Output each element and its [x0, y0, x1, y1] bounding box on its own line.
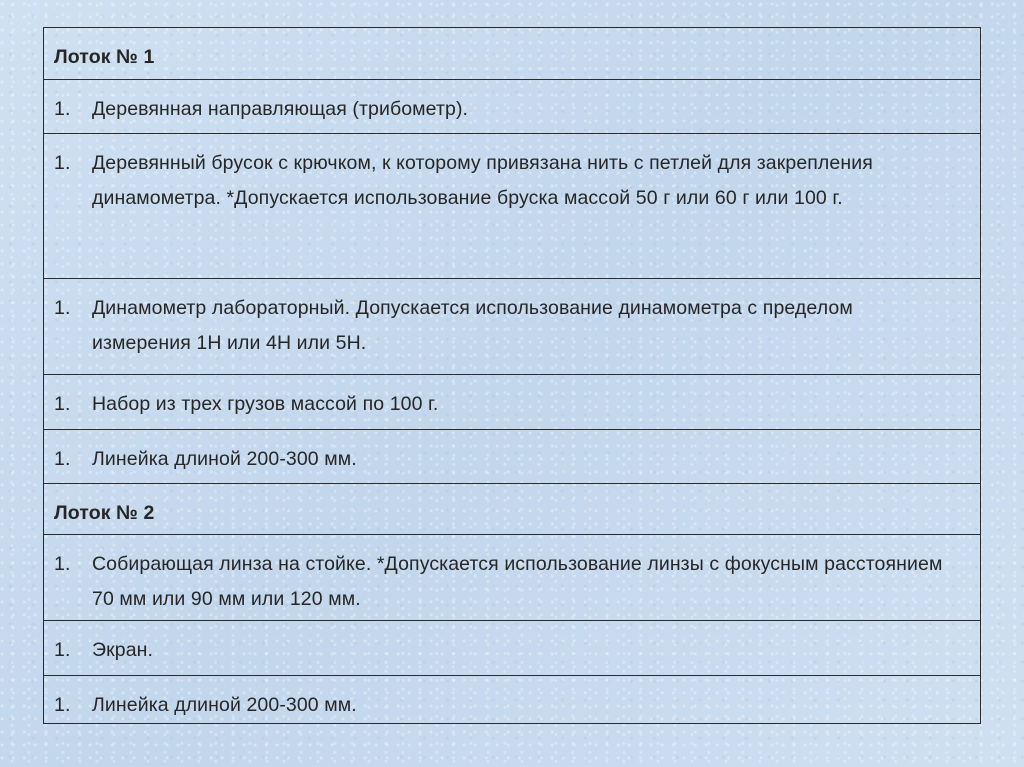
table-row [44, 79, 980, 133]
item-number: 1. [54, 694, 71, 716]
item-text: Набор из трех грузов массой по 100 г. [92, 393, 439, 415]
table-row [44, 374, 980, 429]
item-text: Собирающая линза на стойке. *Допускается использование линзы с фокусным расстоянием 70 мм или 90 мм или 120 мм. [92, 553, 943, 610]
item-text: Линейка длиной 200-300 мм. [92, 448, 357, 470]
item-number: 1. [54, 98, 71, 120]
table-row [44, 534, 980, 620]
equipment-table [43, 27, 981, 724]
item-number: 1. [54, 639, 71, 661]
tray-1-heading: Лоток № 1 [54, 46, 155, 68]
tray-1-heading-row [44, 28, 980, 79]
table-row [44, 133, 980, 278]
item-number: 1. [54, 297, 71, 319]
item-text: Экран. [92, 639, 154, 661]
tray-2-heading: Лоток № 2 [54, 502, 155, 524]
table-row [44, 620, 980, 675]
table-row [44, 278, 980, 374]
item-text: Деревянная направляющая (трибометр). [92, 98, 469, 120]
item-number: 1. [54, 448, 71, 470]
tray-2-heading-row [44, 483, 980, 534]
table-row [44, 675, 980, 723]
table-row [44, 429, 980, 483]
item-text: Деревянный брусок с крючком, к которому привязана нить с петлей для закрепления динамометра. *Допускается использование бруска массой 50 г или 60 г или 100 г. [92, 152, 873, 209]
item-number: 1. [54, 553, 71, 575]
item-number: 1. [54, 152, 71, 174]
item-text: Линейка длиной 200-300 мм. [92, 694, 357, 716]
item-text: Динамометр лабораторный. Допускается использование динамометра с пределом измерения 1Н или 4Н или 5Н. [92, 297, 853, 354]
item-number: 1. [54, 393, 71, 415]
